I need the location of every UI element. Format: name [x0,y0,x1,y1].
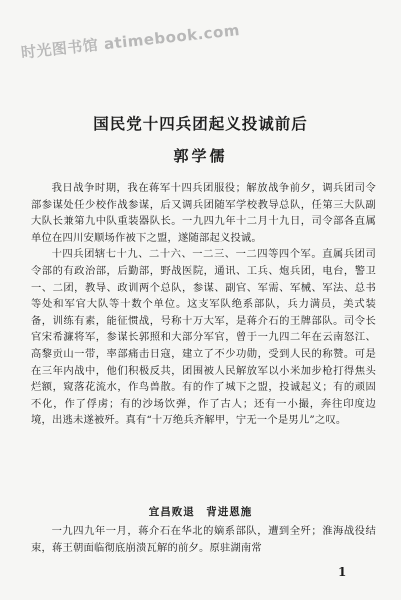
section-heading: 宜昌败退 背进恩施 [148,506,253,518]
page-number: 1 [338,565,347,579]
article-title: 国民党十四兵团起义投诚前后 [93,114,308,133]
paragraph: 一九四九年一月，蒋介石在华北的嫡系部队，遭到全歼；淮海战役结束，蒋王朝面临彻底崩溃瓦解的前夕。原驻湖南常 [31,525,376,554]
paragraph: 我日战争时期，我在蒋军十四兵团服役；解放战争前夕，调兵团司令部参谋处任少校作战参谋，后又调兵团随军学校教导总队，任第三大队副大队长兼第九中队重装器队长。一九四九年十二月十九日，司令部各直属单位在四川安顺场作被下之盟，遂随部起义投诚。 [31,182,376,244]
watermark: 时光图书馆 atimebook.com [20,21,241,62]
body-text [31,180,376,429]
body-text-continued [31,523,376,556]
author-name: 郭学儒 [173,147,228,165]
paragraph: 十四兵团辖七十九、二十六、一二三、一二四等四个军。直属兵团司令部的有政治部，后勤部，野战医院，通讯、工兵、炮兵团，电台，警卫一、二团，教导、政训两个总队，参谋、副官、军需、军械、军法、总书等处和军官大队等十数个单位。这支军队绝系部队，兵力满员，美式装备，训练有素，能征惯战，号称十万大军，是蒋介石的王牌部队。司令长官宋希濂将军，参谋长郭照和大部分军官，曾于一九四二年在云南怒江、高黎贡山一带，率部痛击日寇，建立了不少功勋，受到人民的称赞。可是在三年内战中，他们积极反共，团围被人民解放军以小米加步枪打得焦头烂额，窥落花流水，作鸟兽散。有的作了城下之盟，投诚起义；有的顽固不化，作了俘虏；有的沙场饮弹，作了古人；还有一小撮，奔往印度边境，出逃未遂被歼。真有“十万绝兵齐解甲，宁无一个是男儿”之叹。 [31,248,376,427]
